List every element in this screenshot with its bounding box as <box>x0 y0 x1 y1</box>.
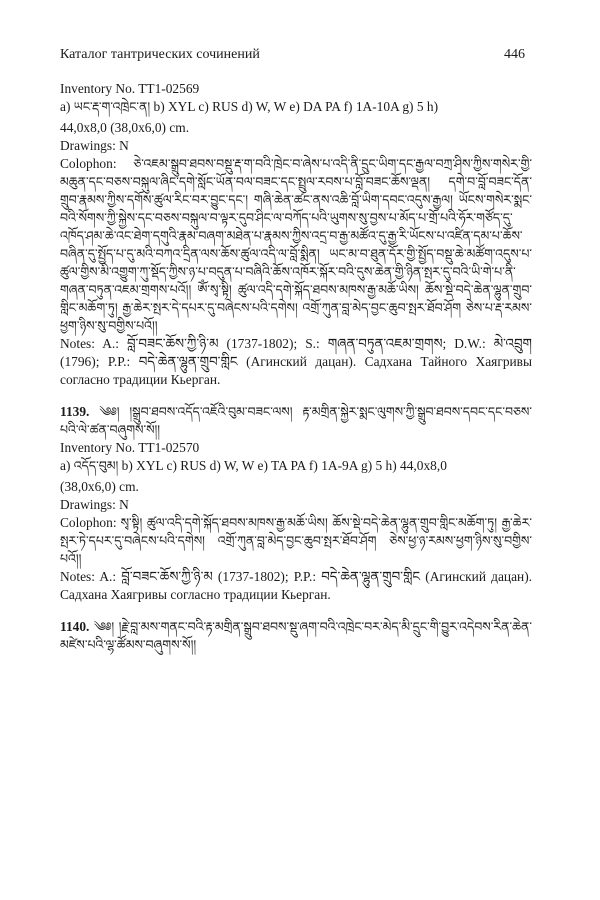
attributes-prefix: a) <box>60 99 74 114</box>
inventory-number: Inventory No. TT1-02570 <box>60 440 200 455</box>
attributes-prefix: a) <box>60 458 74 473</box>
entry-number: 1139. <box>60 404 90 419</box>
catalog-entry-1139 <box>60 403 532 604</box>
entry-size: (38,0x6,0) cm. <box>60 479 139 494</box>
page-header <box>60 46 525 64</box>
entry-title-tibetan: ༄༅། །རྗེ་བླ་མས་གནང་བའི་རྟ་མགྲིན་སྒྲུབ་ཐབས་སྡུ་ཞག་བའི་འཁྲེང་བར་མེད་མི་དྲུང་གི་བྱུར་འདེབས་རིན་ཆེན་མཛེས་པའི་ལྷ་ཚོམས་བཞུགས་སོ།། <box>60 619 532 652</box>
colophon-label: Colophon: <box>60 515 121 530</box>
notes: Notes: A.: བློ་བཟང་ཆོས་ཀྱི་ཉི་མ (1737-1802); P.P.: བདེ་ཆེན་ལྷུན་གྲུབ་གླིང (Агинский дацан). Садхана Хаягривы согласно традиции Кьерган. <box>60 569 532 602</box>
entry-number: 1140. <box>60 619 90 634</box>
entry-size: 44,0x8,0 (38,0x6,0) cm. <box>60 120 190 135</box>
colophon-text: ཅེ་འཇམ་སྒྲུབ་ཐབས་བསྡུ་རྡ་ག་བའི་ཁྲེང་བ་ཞེས་པ་འདི་ནི་དྲུང་ཡིག་དང་རྒྱལ་བཀྲ་ཤིས་ཀྱིས་གསེར་གྱི་མཆུན་དང་བཅས་བསྐུལ་ཞིང་དགེ་སློང་ཡོན་བལ་བཟང་དང་སྤྲུལ་རབས་པ་བློ་བཟང་ཆོས་ལྡན། དགེ་བ་བློ་བཟང་དོན་གྲུབ་རྣམས་ཀྱིས་དགོས་ཚུལ་རིང་བར་བྱུང་དང་། གཞི་ཆེན་ཚང་ནས་འཆི་བློ་ཡིག་དབང་འདུས་རྒྱལ། ཡོངས་གསེར་སྨང་བའི་སོགས་ཀྱི་སྐྱེས་དང་བཅས་བསྐུལ་བ་ལྟར་དུབ་ཤིང་ལ་བཀོད་པའི་ཡུགས་སུ་བྱས་པ་མོད་པ་གྲོ་པའི་ཧོར་གཙོད་དུ་འཁོད་ཤམ་ཆེ་འང་ཐེག་དགུའི་རྣམ་བཞག་མཐེན་པ་རྣམས་ཀྱིས་འདྲ་བ་རྒྱ་མཚོའ་དུ་རྒྱ་རི་ཡོངས་པ་འཛིན་དམ་པ་ཆོས་བཞིན་དུ་སྤྱོད་པ་དུ་མའི་བཀའ་དྲིན་ལས་ཆོས་ཚུལ་འདི་ལ་བློ་སྨིན། ཡང་མ་བ་ཐུན་དོར་གྱི་སྤྱོད་བསྡུ་ཆེ་མཚོག་འདུས་པ་ཚུལ་གྱིས་མི་འགྱུག་ཀུ་སྡོད་ཀྱིས་ཉ་པ་བདུན་པ་བཞིའི་ཆོས་འཁོར་སྐོར་བའི་དུས་ཆེན་གྱི་ཉིན་སྤར་དུ་བའི་ཡི་གེ་པ་ནི་གཞན་བཏུན་འཇམ་གྲགས་པའོ།། ཨོཾ་སྭ་སྟི། ཚུལ་འདི་དགེ་སྐོད་ཐབས་མཁས་རྒྱ་མཆོ་ཡིས། ཆོས་སྡེ་བདེ་ཆེན་ལྷུན་གྲུབ་གླིང་མཆོག་ཏུ། རྒྱ་ཆེར་སྤར་དེ་དཔར་དུ་བཞེངས་པའི་དགེས། འགྲོ་ཀུན་བླ་མེད་བྱང་ཆུབ་སྤར་ཐོབ་ཤོག ཅེས་པ་རྡ་རམས་ཕྱག་ཉིས་སུ་བགྱིས་པའོ།། <box>60 156 532 333</box>
colophon <box>60 514 532 568</box>
catalog-entry-1138 <box>60 80 532 389</box>
entry-heading <box>60 403 532 439</box>
entry-heading <box>60 618 532 654</box>
colophon-text: སྭ་སྟི། ཚུལ་འདི་དགེ་སྐོད་ཐབས་མཁས་རྒྱ་མཆོ་ཡིས། ཆོས་སྡེ་བདེ་ཆེན་ལྷུན་གྲུབ་གླིང་མཆོག་ཏུ། རྒྱ་ཆེར་སྤར་ཏེ་དཔར་དུ་བཞེངས་པའི་དགེས། འགྲོ་ཀུན་བླ་མེད་བྱང་ཆུབ་སྤར་ཐོབ་ཤོག ཅེས་ཕྱ་ཉ་རམས་ཕྱག་ཉིས་སུ་བགྱིས་པའོ།། <box>60 515 532 566</box>
notes: Notes: A.: བློ་བཟང་ཆོས་ཀྱི་ཉི་མ (1737-1802); S.: གཞན་བཏུན་འཇམ་གྲགས; D.W.: མེ་འབྲུག (1796); P.P.: བདེ་ཆེན་ལྷུན་གྲུབ་གླིང (Агинский дацан). Садхана Тайного Хаягривы согласно традиции Кьерган. <box>60 336 532 387</box>
entry-attributes <box>60 457 532 475</box>
running-title: Каталог тантрических сочинений <box>60 47 260 62</box>
attributes-rest: b) XYL c) RUS d) W, W e) TA PA f) 1A-9A g) 5 h) 44,0x8,0 <box>118 458 447 473</box>
catalog-entry-1140 <box>60 618 532 654</box>
attributes-rest: b) XYL c) RUS d) W, W e) DA PA f) 1A-10A g) 5 h) <box>150 99 439 114</box>
colophon <box>60 155 532 335</box>
entry-attributes <box>60 98 532 116</box>
colophon-label: Colophon: <box>60 156 134 171</box>
entry-title-tibetan: ༄༅། །སྒྲུབ་ཐབས་འདོད་འཇོའི་བུམ་བཟང་ལས། རྟ་མགྲིན་སྐྱེར་སྨང་ལུགས་ཀྱི་སྒྲུབ་ཐབས་དབང་དང་བཅས་པའི་ལེ་ཚན་བཞུགས་སོ།། <box>60 404 532 437</box>
page-number: 446 <box>504 47 525 62</box>
drawings-field: Drawings: N <box>60 497 129 512</box>
short-title-tibetan: འདོད་བུམ། <box>73 458 119 473</box>
inventory-number: Inventory No. TT1-02569 <box>60 81 200 96</box>
drawings-field: Drawings: N <box>60 138 129 153</box>
short-title-tibetan: ཡང་རྡ་ག་འཁྲེང་ན། <box>73 99 151 114</box>
page-content <box>60 80 532 654</box>
